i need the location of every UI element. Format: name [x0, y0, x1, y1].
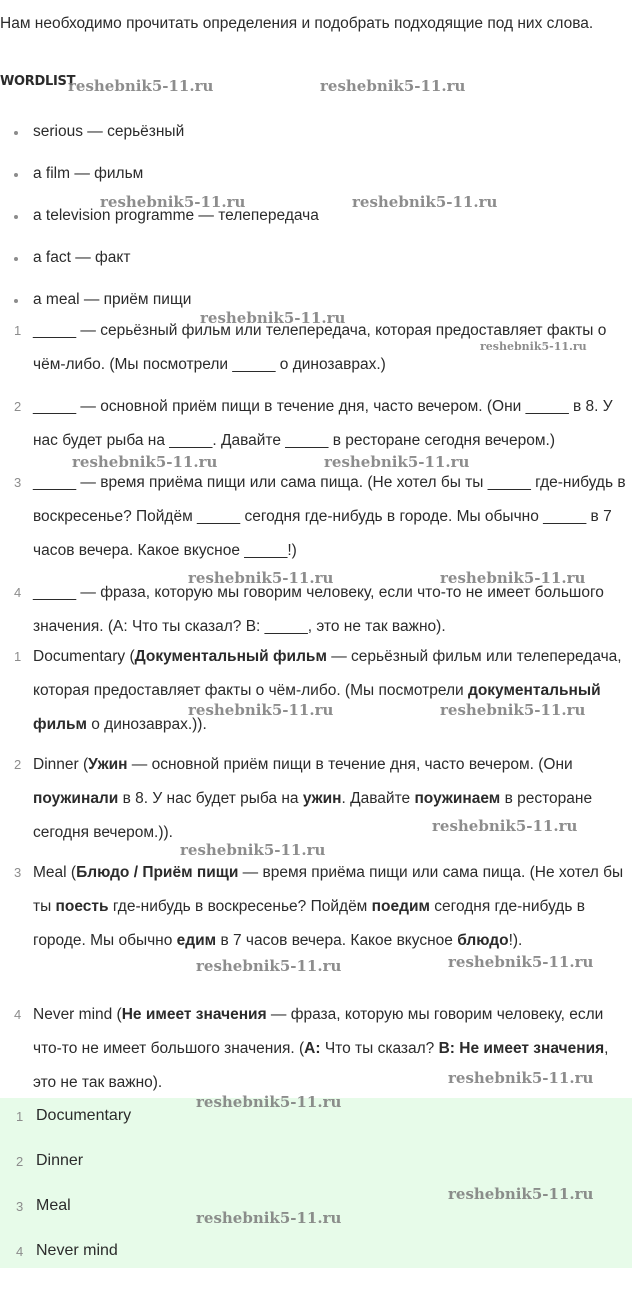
watermark: reshebnik5-11.ru: [320, 77, 466, 95]
watermark: reshebnik5-11.ru: [188, 569, 334, 587]
solution-text: Meal (Блюдо / Приём пищи — время приёма пищи или сама пища. (Не хотел бы ты поесть где-нибудь в воскресенье? Пойдём поедим сегодня где-нибудь в городе. Мы обычно едим в 7 часов вечера. Какое вкусное блюдо!).: [33, 864, 624, 949]
watermark: reshebnik5-11.ru: [196, 957, 342, 975]
item-number: 1: [14, 649, 22, 664]
watermark: reshebnik5-11.ru: [188, 701, 334, 719]
item-number: 4: [14, 585, 22, 600]
answer-text: Meal: [36, 1197, 71, 1214]
solution-text: Documentary (Документальный фильм — серьёзный фильм или телепередача, которая предоставляет факты о чём-либо. (Мы посмотрели документальный фильм о динозаврах.)).: [33, 648, 622, 733]
watermark: reshebnik5-11.ru: [324, 453, 470, 471]
answer-text: Documentary: [36, 1107, 132, 1124]
item-number: 2: [16, 1154, 24, 1169]
item-number: 4: [14, 1007, 22, 1022]
item-number: 4: [16, 1244, 24, 1259]
watermark: reshebnik5-11.ru: [100, 193, 246, 211]
answer-text: Never mind: [36, 1242, 118, 1259]
answer-row: [0, 1148, 632, 1178]
watermark: reshebnik5-11.ru: [180, 841, 326, 859]
solution-text: Dinner (Ужин — основной приём пищи в течение дня, часто вечером. (Они поужинали в 8. У нас будет рыба на ужин. Давайте поужинаем в ресторане сегодня вечером.)).: [33, 756, 593, 841]
item-number: 1: [14, 323, 22, 338]
task-text: _____ — время приёма пищи или сама пища. (Не хотел бы ты _____ где-нибудь в воскресенье? Пойдём _____ сегодня где-нибудь в городе. Мы обычно _____ в 7 часов вечера. Какое вкусное _____!): [33, 474, 626, 559]
answer-row: [0, 1238, 632, 1268]
watermark: reshebnik5-11.ru: [440, 701, 586, 719]
watermark: reshebnik5-11.ru: [448, 953, 594, 971]
task-text: _____ — фраза, которую мы говорим человеку, если что-то не имеет большого значения. (А: Что ты сказал? В: _____, это не так важно).: [33, 584, 604, 635]
item-number: 3: [14, 475, 22, 490]
watermark: reshebnik5-11.ru: [196, 1093, 342, 1111]
item-number: 3: [14, 865, 22, 880]
wordlist-title: WORDLIST: [0, 74, 76, 89]
watermark: reshebnik5-11.ru: [196, 1209, 342, 1227]
item-number: 1: [16, 1109, 24, 1124]
item-number: 2: [14, 757, 22, 772]
answer-row: [0, 1193, 632, 1223]
answer-text: Dinner: [36, 1152, 84, 1169]
answers-box: [0, 1098, 632, 1268]
watermark: reshebnik5-11.ru: [352, 193, 498, 211]
task-text: _____ — серьёзный фильм или телепередача, которая предоставляет факты о чём-либо. (Мы посмотрели _____ о динозаврах.): [33, 322, 607, 373]
watermark: reshebnik5-11.ru: [448, 1069, 594, 1087]
watermark: reshebnik5-11.ru: [448, 1185, 594, 1203]
watermark: reshebnik5-11.ru: [200, 309, 346, 327]
answer-row: [0, 1103, 632, 1133]
intro-text: Нам необходимо прочитать определения и подобрать подходящие под них слова.: [0, 15, 594, 32]
solution-text: Never mind (Не имеет значения — фраза, которую мы говорим человеку, если что-то не имеет большого значения. (А: Что ты сказал? В: Не имеет значения, это не так важно).: [33, 1006, 609, 1091]
item-number: 3: [16, 1199, 24, 1214]
watermark: reshebnik5-11.ru: [480, 340, 587, 353]
watermark: reshebnik5-11.ru: [72, 453, 218, 471]
item-number: 2: [14, 399, 22, 414]
watermark: reshebnik5-11.ru: [432, 817, 578, 835]
watermark: reshebnik5-11.ru: [68, 77, 214, 95]
task-text: _____ — основной приём пищи в течение дня, часто вечером. (Они _____ в 8. У нас будет рыба на _____. Давайте _____ в ресторане сегодня вечером.): [33, 398, 613, 449]
watermark: reshebnik5-11.ru: [440, 569, 586, 587]
